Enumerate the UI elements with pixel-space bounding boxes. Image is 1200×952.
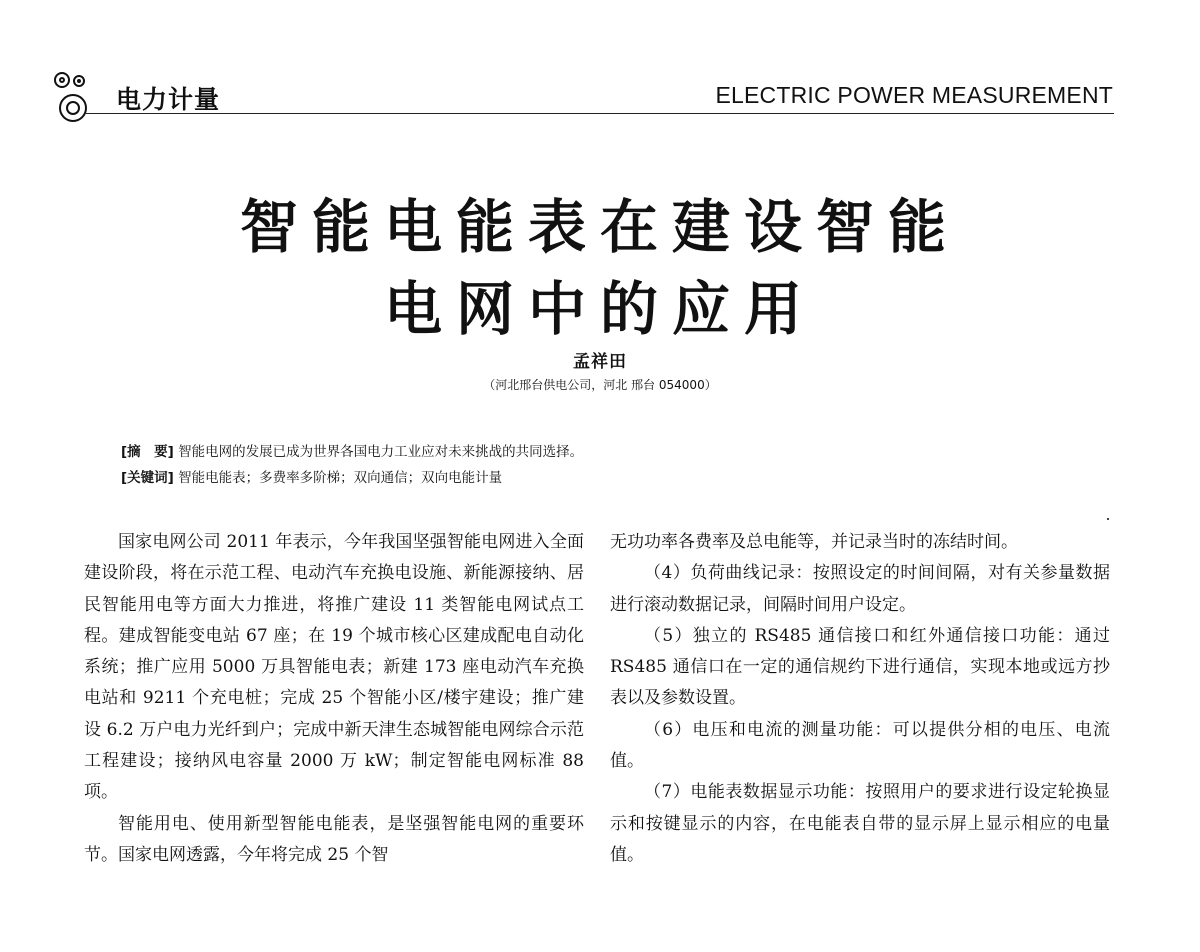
left-column [84,527,584,871]
circles-logo-icon [54,72,114,132]
abstract-text: 智能电网的发展已成为世界各国电力工业应对未来挑战的共同选择。 [173,444,584,460]
paragraph: （7）电能表数据显示功能：按照用户的要求进行设定轮换显示和按键显示的内容，在电能表自带的显示屏上显示相应的电量值。 [610,782,1110,865]
abstract-label: [摘 要] [121,444,174,460]
article-title-line-2: 电网中的应用 [383,275,816,343]
section-title: 电力计量 [116,85,221,114]
paragraph: （6）电压和电流的测量功能：可以提供分相的电压、电流值。 [610,719,1110,772]
keywords-text: 智能电能表；多费率多阶梯；双向通信；双向电能计量 [173,470,503,486]
large-circle-icon [59,94,87,122]
page-header [0,0,1200,140]
journal-name-en: ELECTRIC POWER MEASUREMENT [715,82,1113,108]
header-rule [86,113,1114,114]
speck [1107,518,1109,520]
paragraph: 国家电网公司 2011 年表示，今年我国坚强智能电网进入全面建设阶段，将在示范工程、电动汽车充换电设施、新能源接纳、居民智能用电等方面大力推进，将推广建设 11 类智能电网试点工程。建成智能变电站 67 座；在 19 个城市核心区建成配电自动化系统；推广应用 5000 万具智能电表；新建 173 座电动汽车充换电站和 9211 个充电桩；完成 25 个智能小区/楼宇建设；推广建设 6.2 万户电力光纤到户；完成中新天津生态城智能电网综合示范工程建设；接纳风电容量 2000 万 kW；制定智能电网标准 88 项。 [84,532,584,803]
paragraph: 无功功率各费率及总电能等，并记录当时的冻结时间。 [610,532,1018,552]
author: 孟祥田 [573,352,627,372]
keywords-label: [关键词] [121,470,174,486]
paragraph: （4）负荷曲线记录：按照设定的时间间隔，对有关参量数据进行滚动数据记录，间隔时间用户设定。 [610,563,1110,615]
tiny-circle-icon [73,75,85,87]
right-column [610,527,1110,871]
paragraph: （5）独立的 RS485 通信接口和红外通信接口功能：通过 RS485 通信口在一定的通信规约下进行通信，实现本地或远方抄表以及参数设置。 [610,625,1110,709]
paragraph: 智能用电、使用新型智能电能表，是坚强智能电网的重要环节。国家电网透露，今年将完成 25 个智 [84,813,584,865]
article-title-line-1: 智能电能表在建设智能 [239,193,960,261]
abstract [121,440,583,460]
small-circle-icon [54,72,70,88]
keywords [121,466,502,486]
affiliation: （河北邢台供电公司，河北 邢台 054000） [483,378,717,392]
